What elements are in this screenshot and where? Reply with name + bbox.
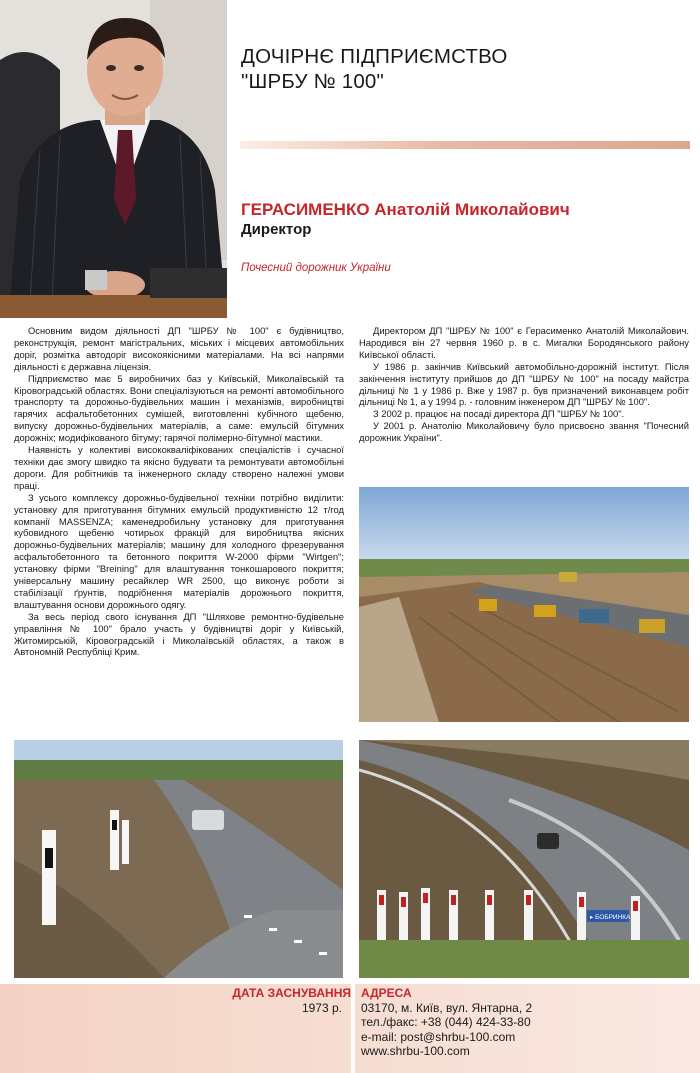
director-role: Директор [241,221,312,238]
organization-title-line1: ДОЧІРНЄ ПІДПРИЄМСТВО [241,45,508,68]
paragraph: За весь період свого існування ДП "Шляхове ремонтно-будівельне управління № 100" брало участь у будівництві доріг у Київській, Житомирській, Кіровоградській і Миколаївській областях, а також в Автономній Республіці Крим. [14,610,344,658]
founded-label: ДАТА ЗАСНУВАННЯ [232,986,351,1000]
footer-separator [351,984,355,1073]
left-text-column [14,325,344,658]
website-link[interactable]: www.shrbu-100.com [361,1044,470,1059]
paragraph: Основним видом діяльності ДП "ШРБУ № 100" є будівництво, реконструкція, ремонт магістральних, міських і місцевих автомобільних доріг, розмітка автодоріг високоякісними матеріалами. На всі напрями діяльності є державна ліцензія. [14,325,344,372]
organization-title [241,44,508,94]
email-address[interactable]: e-mail: post@shrbu-100.com [361,1029,516,1044]
paragraph: У 2001 р. Анатолію Миколайовичу було присвоєно звання "Почесний дорожник України". [359,420,689,444]
address-text: 03170, м. Київ, вул. Янтарна, 2 [361,1000,533,1015]
director-given-name: Анатолій Миколайович [374,200,570,219]
paragraph: З усього комплексу дорожньо-будівельної техніки потрібно виділити: установку для приготування бітумних емульсій продуктивністю 12 т/год компанії MASSENZA; каменедробильну установку для приготування кубовидного щебеню чотирьох фракцій для виробництва якісних дорожньо-будівельних матеріалів; машину для холодного фрезерування асфальтобетонного та бетонного покриття W-2000 фірми "Wirtgen"; установку фірми "Breining" для влаштування тонкошарового покриття; універсальну машину ресайклер WR 2500, що виконує роботи зі стабілізації ґрунтів, подрібнення матеріалів дорожнього покриття, влаштування основи дорожнього одягу. [14,491,344,610]
road-construction-photo [359,487,689,722]
paragraph: Наявність у колективі висококваліфікованих спеціалістів і сучасної техніки дає змогу швидко та якісно будувати та ремонтувати автомобільні дороги. Для робітників та інженерного складу створено належні умови праці. [14,444,344,491]
address-label: АДРЕСА [361,986,412,1000]
director-portrait-photo [0,0,227,318]
road-curve-photo [14,740,343,978]
paragraph: Підприємство має 5 виробничих баз у Київській, Миколаївській та Кіровоградській областях. Вони спеціалізуються на ремонті автомобільного транспорту та дорожньо-будівельних машин і механізмів, виробництві гарячих асфальтобетонних сумішей, виготовленні кубічного щебеню, випуску дорожньо-будівельних матеріалів, а саме: емульсій бітумних дорожніх; модифікованого бітуму; гарячої полімерно-бітумної мастики. [14,372,344,444]
paragraph: У 1986 р. закінчив Київський автомобільно-дорожній інститут. Після закінчення інституту прийшов до ДП "ШРБУ № 100" на посаду майстра дільниці № 1 у 1986 р. Вже у 1987 р. був призначений виконавцем робіт дільниці № 1, а у 1994 р. - головним інженером ДП "ШРБУ № 100". [359,360,689,408]
director-name [241,200,570,220]
founded-year: 1973 р. [301,1001,342,1015]
header-divider [240,141,690,149]
right-text-column [359,325,689,444]
road-guardrail-photo [359,740,689,978]
director-surname: ГЕРАСИМЕНКО [241,200,370,219]
address-block [361,986,532,1059]
phone-fax: тел./факс: +38 (044) 424-33-80 [361,1015,531,1030]
paragraph: З 2002 р. працює на посаді директора ДП "ШРБУ № 100". [373,408,625,420]
organization-title-line2: "ШРБУ № 100" [241,70,385,93]
road-sign-text: ▸ БОБРИНКА [590,914,631,921]
paragraph: Директором ДП "ШРБУ № 100" є Герасименко Анатолій Миколайович. Народився він 27 червня 1960 р. в с. Мигалки Бородянського району Київської області. [359,325,689,360]
director-honor-title: Почесний дорожник України [241,262,391,274]
